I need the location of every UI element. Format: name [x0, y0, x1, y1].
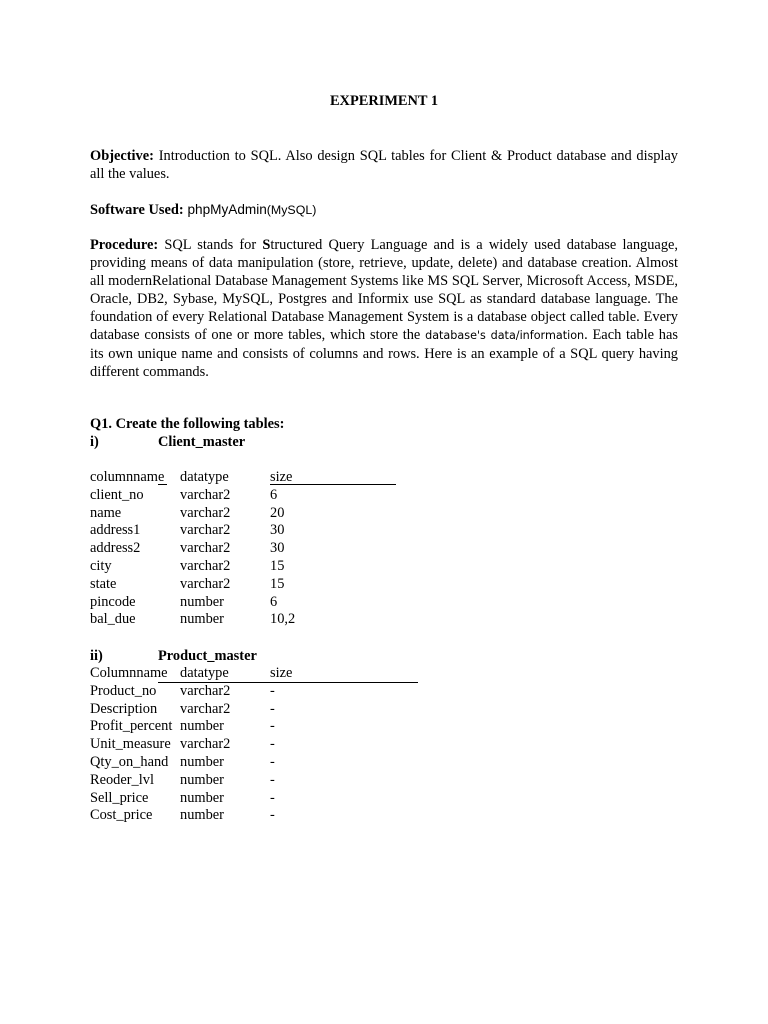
- table-row: [90, 522, 295, 540]
- table-cell: pincode: [90, 593, 136, 610]
- procedure-text-1: SQL stands for: [158, 237, 263, 253]
- table-cell: Product_no: [90, 682, 157, 699]
- table-cell: varchar2: [180, 736, 231, 753]
- table-cell: address1: [90, 522, 141, 539]
- client-table-number: i): [90, 434, 99, 450]
- table-row: [90, 736, 292, 754]
- table-cell: -: [270, 807, 275, 824]
- table-cell: Qty_on_hand: [90, 753, 169, 770]
- q1-heading: Q1. Create the following tables:: [90, 416, 285, 432]
- procedure-paragraph: [90, 236, 678, 381]
- procedure-label: Procedure:: [90, 237, 159, 253]
- table-cell: 30: [270, 540, 285, 557]
- table-cell: Description: [90, 700, 158, 717]
- table-cell: varchar2: [180, 504, 231, 521]
- table-header-row: [90, 665, 292, 683]
- table-cell: Profit_percent: [90, 718, 173, 735]
- product-master-table: [90, 665, 292, 825]
- page-title: EXPERIMENT 1: [329, 93, 439, 109]
- product-table-heading: [90, 647, 257, 665]
- table-cell: varchar2: [180, 557, 231, 574]
- table-row: [90, 540, 295, 558]
- table-cell: number: [180, 753, 224, 770]
- table-cell: number: [180, 807, 224, 824]
- table-row: [90, 558, 295, 576]
- product-table-number: ii): [90, 648, 103, 664]
- table-cell: -: [270, 771, 275, 788]
- table-cell: 20: [270, 504, 285, 521]
- table-cell: varchar2: [180, 575, 231, 592]
- procedure-mono-text: database's data/information: [425, 329, 585, 342]
- table-row: [90, 790, 292, 808]
- objective-paragraph: [90, 147, 678, 183]
- software-name: phpMyAdmin: [183, 202, 267, 217]
- procedure-s-bold: S: [262, 237, 271, 253]
- table-cell: varchar2: [180, 682, 231, 699]
- objective-label: Objective:: [90, 148, 154, 164]
- table-cell: varchar2: [180, 486, 231, 503]
- table-cell: number: [180, 771, 224, 788]
- table-cell: 6: [270, 593, 278, 610]
- table-cell: varchar2: [180, 700, 231, 717]
- table-header-cell: size: [270, 665, 293, 681]
- table-cell: address2: [90, 540, 141, 557]
- table-row: [90, 807, 292, 825]
- software-paren: (MySQL): [266, 203, 317, 217]
- table-row: [90, 754, 292, 772]
- table-row: [90, 701, 292, 719]
- table-header-cell: columnname: [90, 469, 165, 485]
- table-header-cell: size: [270, 469, 293, 485]
- table-cell: client_no: [90, 486, 144, 503]
- table-header-cell: Columnname: [90, 665, 168, 681]
- table-row: [90, 487, 295, 505]
- table-header-cell: datatype: [180, 665, 229, 681]
- table-cell: city: [90, 557, 112, 574]
- table-cell: 15: [270, 557, 285, 574]
- table-row: [90, 576, 295, 594]
- table-row: [90, 718, 292, 736]
- procedure-text-2: tructured Query Language and is a widely used database language, providing means of data manipulation (store, retrieve, update, delete) and database creation. Almost all modernRelational Database Management Systems like MS SQL Server, Microsoft Access, MSDE, Oracle, DB2, Sybase, MySQL, Postgres and Informix use SQL as standard database language. The foundation of every Relational Database Management System is a database object called table. Every database consists of one or more tables, which store the: [90, 237, 678, 343]
- table-header-row: [90, 469, 295, 487]
- table-cell: -: [270, 789, 275, 806]
- table-cell: Reoder_lvl: [90, 771, 154, 788]
- table-row: [90, 505, 295, 523]
- table-cell: 10,2: [270, 611, 296, 628]
- table-row: [90, 772, 292, 790]
- client-master-table: [90, 469, 295, 629]
- table-cell: number: [180, 789, 224, 806]
- table-cell: varchar2: [180, 522, 231, 539]
- table-cell: 30: [270, 522, 285, 539]
- table-cell: number: [180, 611, 224, 628]
- table-cell: -: [270, 700, 275, 717]
- table-cell: -: [270, 682, 275, 699]
- table-row: [90, 683, 292, 701]
- client-table-name: Client_master: [158, 434, 246, 450]
- table-cell: Cost_price: [90, 807, 153, 824]
- table-cell: bal_due: [90, 611, 136, 628]
- client-table-heading: [90, 433, 245, 451]
- table-cell: Sell_price: [90, 789, 149, 806]
- table-cell: name: [90, 504, 122, 521]
- table-cell: varchar2: [180, 540, 231, 557]
- table-row: [90, 594, 295, 612]
- table-cell: Unit_measure: [90, 736, 171, 753]
- table-cell: -: [270, 753, 275, 770]
- table-header-cell: datatype: [180, 469, 229, 485]
- product-table-name: Product_master: [158, 648, 257, 664]
- table-row: [90, 611, 295, 629]
- table-cell: -: [270, 718, 275, 735]
- table-cell: state: [90, 575, 117, 592]
- table-cell: 15: [270, 575, 285, 592]
- table-cell: number: [180, 718, 224, 735]
- software-label: Software Used:: [90, 202, 184, 218]
- objective-text: Introduction to SQL. Also design SQL tables for Client & Product database and display all the values.: [90, 148, 678, 182]
- table-cell: -: [270, 736, 275, 753]
- procedure-text-3: . Each table has its own unique name and consists of columns and rows. Here is an example of a SQL query having different commands.: [90, 327, 678, 380]
- software-paragraph: [90, 201, 678, 219]
- table-cell: number: [180, 593, 224, 610]
- table-cell: 6: [270, 486, 278, 503]
